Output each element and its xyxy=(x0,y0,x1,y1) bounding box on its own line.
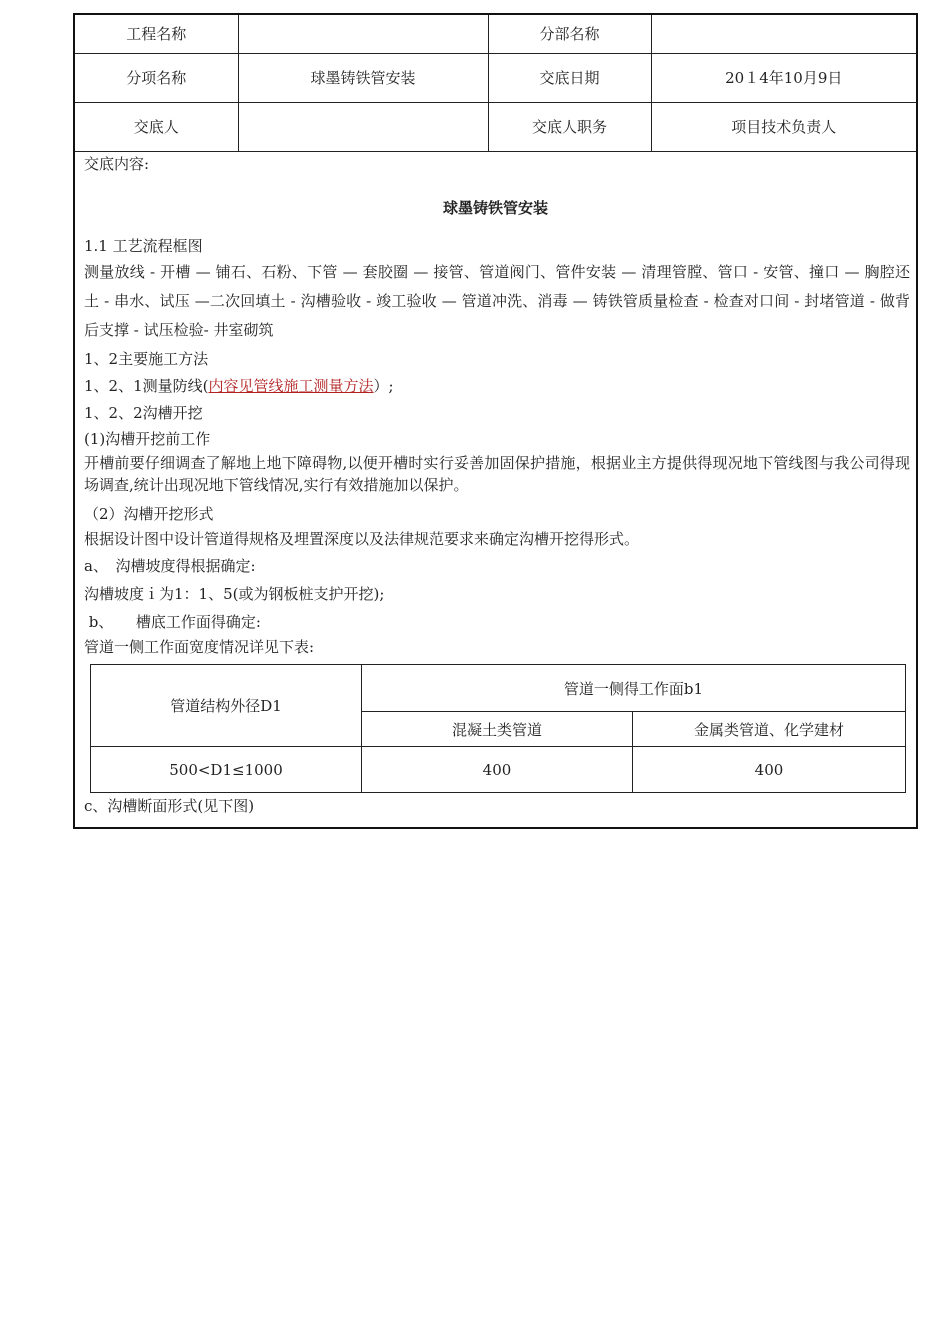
briefing-date-value: 20１4年10月9日 xyxy=(651,53,916,102)
table-row-concrete: 400 xyxy=(362,747,633,793)
briefer-value xyxy=(238,102,488,151)
header-table xyxy=(75,15,916,152)
sub-1-text: 开槽前要仔细调查了解地上地下障碍物,以便开槽时实行妥善加固保护措施，根据业主方提供得现况地下管线图与我公司得现场调查,统计出现况地下管线情况,实行有效措施加以保护。 xyxy=(84,454,910,494)
table-row-metal: 400 xyxy=(633,747,906,793)
briefer-position-value: 项目技术负责人 xyxy=(651,102,916,151)
item-name-value: 球墨铸铁管安装 xyxy=(238,53,488,102)
section-1-2-1-line xyxy=(84,376,910,396)
item-c-text: c、沟槽断面形式(见下图) xyxy=(84,797,255,815)
section-1-2-heading: 1、2主要施工方法 xyxy=(84,350,209,368)
item-a-heading: a、 沟槽坡度得根据确定: xyxy=(84,557,256,575)
division-name-label: 分部名称 xyxy=(488,15,651,53)
col-diameter-header: 管道结构外径D1 xyxy=(91,665,362,747)
briefer-position-label: 交底人职务 xyxy=(488,102,651,151)
item-name-label: 分项名称 xyxy=(75,53,238,102)
sub-2-heading: （2）沟槽开挖形式 xyxy=(84,505,214,523)
project-name-value xyxy=(238,15,488,53)
sub-2-text: 根据设计图中设计管道得规格及埋置深度以及法律规范要求来确定沟槽开挖得形式。 xyxy=(84,530,640,548)
sub-1-heading: (1)沟槽开挖前工作 xyxy=(84,430,211,448)
col-width-group-header: 管道一侧得工作面b1 xyxy=(362,665,906,712)
col-metal-header: 金属类管道、化学建材 xyxy=(633,712,906,747)
survey-method-link[interactable]: 内容见管线施工测量方法 xyxy=(208,377,374,395)
content-label: 交底内容: xyxy=(84,155,150,173)
division-name-value xyxy=(651,15,916,53)
briefing-date-label: 交底日期 xyxy=(488,53,651,102)
item-b-text: 管道一侧工作面宽度情况详见下表: xyxy=(84,638,315,656)
project-name-label: 工程名称 xyxy=(75,15,238,53)
table-row-range: 500<D1≤1000 xyxy=(91,747,362,793)
section-1-2-1-suffix: ）; xyxy=(373,377,394,395)
briefer-label: 交底人 xyxy=(75,102,238,151)
item-b-heading: b、 槽底工作面得确定: xyxy=(84,613,261,631)
col-concrete-header: 混凝土类管道 xyxy=(362,712,633,747)
work-face-table xyxy=(90,664,906,793)
section-1-2-1-prefix: 1、2、1测量防线( xyxy=(84,377,209,395)
process-flow-text: 测量放线 - 开槽 — 铺石、石粉、下管 — 套胶圈 — 接管、管道阀门、管件安装 — 清理管膛、管口 - 安管、撞口 — 胸腔还土 - 串水、试压 —二次回填土 - 沟槽验收 - 竣工验收 — 管道冲洗、消毒 — 铸铁管质量检查 - 检查对口间 - 封堵管道 - 做背后支撑 - 试压检验- 井室砌筑 xyxy=(84,263,910,339)
section-1-2-2-heading: 1、2、2沟槽开挖 xyxy=(84,404,203,422)
section-1-1-heading: 1.1 工艺流程框图 xyxy=(84,237,203,255)
item-a-text: 沟槽坡度ｉ为1：1、5(或为钢板桩支护开挖); xyxy=(84,585,385,603)
content-title: 球墨铸铁管安装 xyxy=(442,199,548,217)
technical-briefing-document xyxy=(73,13,918,829)
